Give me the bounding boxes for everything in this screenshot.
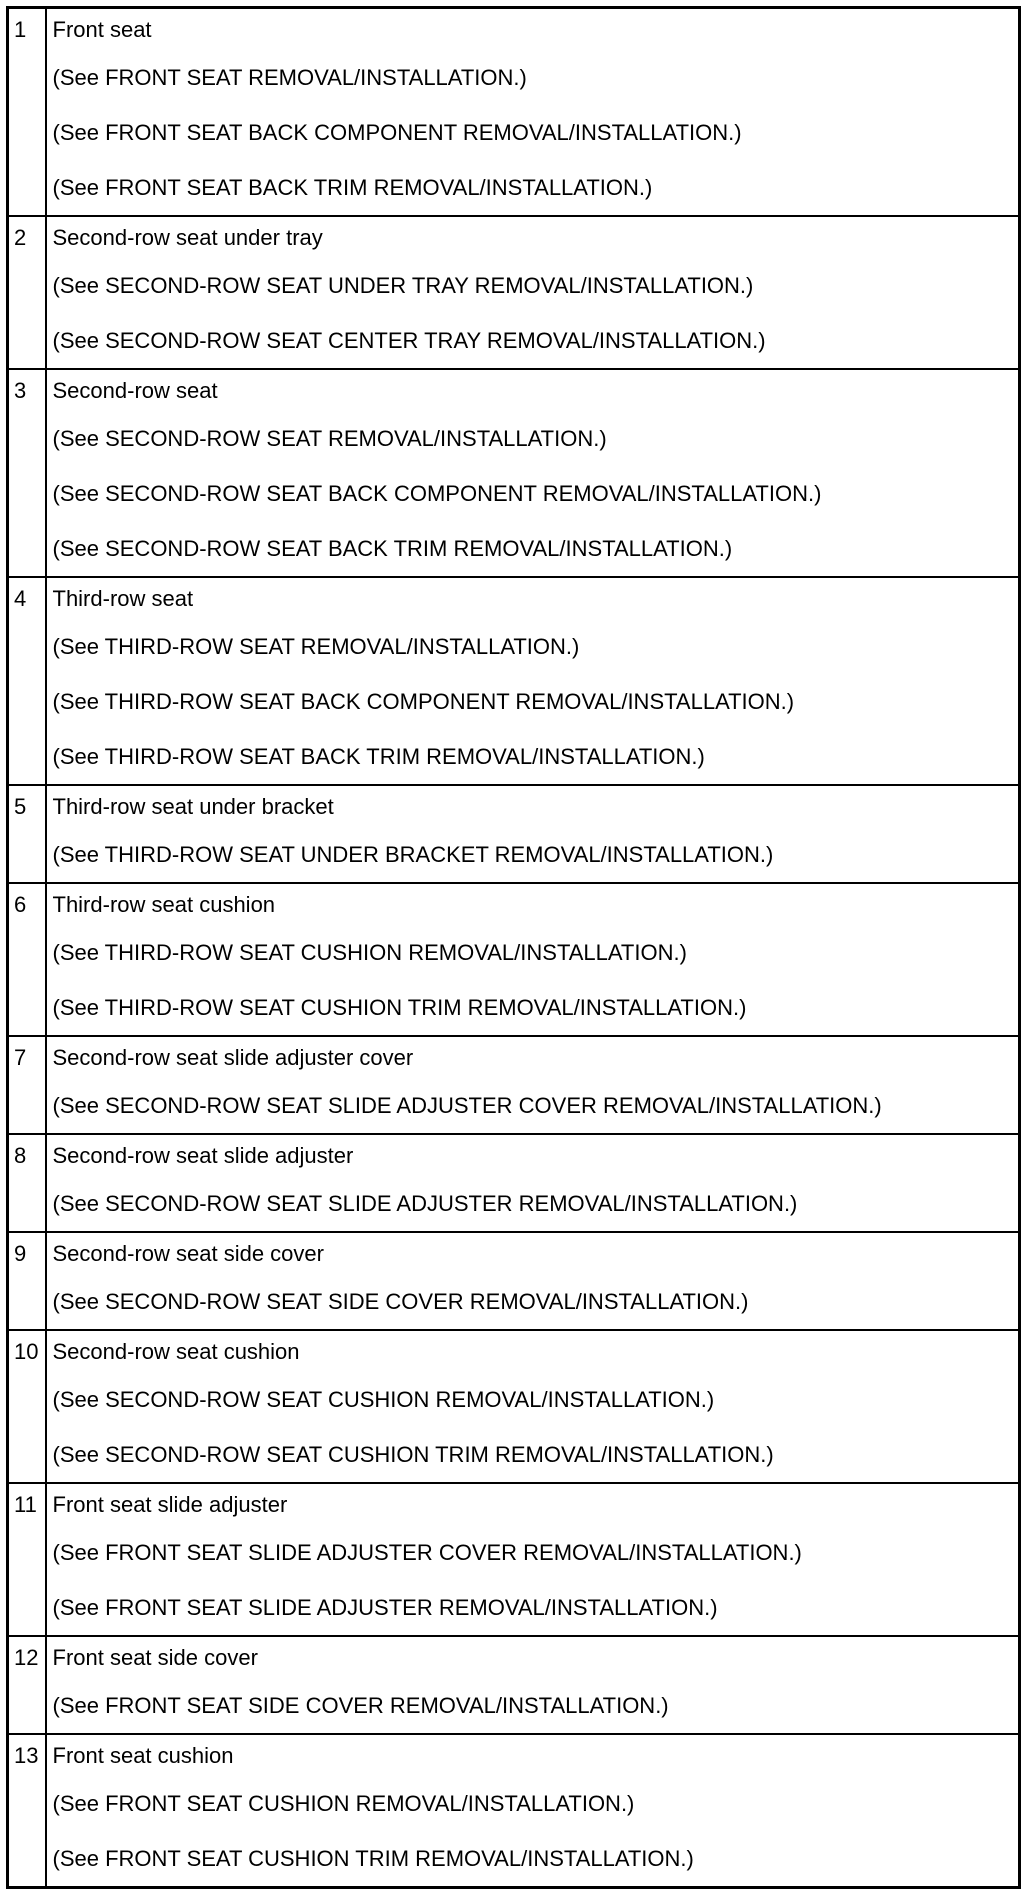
item-number: 12	[8, 1636, 46, 1734]
procedure-reference: (See SECOND-ROW SEAT UNDER TRAY REMOVAL/INSTALLATION.)	[52, 273, 754, 298]
item-description	[46, 577, 1020, 785]
procedure-reference: (See FRONT SEAT CUSHION REMOVAL/INSTALLATION.)	[52, 1791, 635, 1816]
part-name: Third-row seat	[52, 586, 194, 611]
procedure-reference: (See SECOND-ROW SEAT REMOVAL/INSTALLATION.)	[52, 426, 607, 451]
item-description	[46, 369, 1020, 577]
part-name: Second-row seat under tray	[52, 225, 323, 250]
table-row	[8, 216, 1020, 369]
table-row	[8, 785, 1020, 883]
procedure-reference: (See SECOND-ROW SEAT CUSHION TRIM REMOVAL/INSTALLATION.)	[52, 1442, 774, 1467]
part-name: Front seat slide adjuster	[52, 1492, 288, 1517]
procedure-reference: (See THIRD-ROW SEAT CUSHION REMOVAL/INSTALLATION.)	[52, 940, 687, 965]
part-name: Front seat	[52, 17, 152, 42]
procedure-reference: (See SECOND-ROW SEAT BACK TRIM REMOVAL/INSTALLATION.)	[52, 536, 733, 561]
procedure-reference: (See SECOND-ROW SEAT SIDE COVER REMOVAL/INSTALLATION.)	[52, 1289, 749, 1314]
procedure-reference: (See FRONT SEAT SLIDE ADJUSTER REMOVAL/INSTALLATION.)	[52, 1595, 718, 1620]
parts-table-body	[8, 8, 1020, 1888]
item-description	[46, 1636, 1020, 1734]
procedure-reference: (See SECOND-ROW SEAT BACK COMPONENT REMOVAL/INSTALLATION.)	[52, 481, 822, 506]
procedure-reference: (See FRONT SEAT REMOVAL/INSTALLATION.)	[52, 65, 527, 90]
item-number: 11	[8, 1483, 46, 1636]
item-number: 6	[8, 883, 46, 1036]
table-row	[8, 1036, 1020, 1134]
part-name: Third-row seat cushion	[52, 892, 276, 917]
item-number: 4	[8, 577, 46, 785]
table-row	[8, 1134, 1020, 1232]
parts-reference-table	[6, 6, 1021, 1889]
part-name: Third-row seat under bracket	[52, 794, 334, 819]
table-row	[8, 8, 1020, 217]
procedure-reference: (See SECOND-ROW SEAT SLIDE ADJUSTER REMOVAL/INSTALLATION.)	[52, 1191, 798, 1216]
item-description	[46, 8, 1020, 217]
item-number: 7	[8, 1036, 46, 1134]
item-description	[46, 1036, 1020, 1134]
item-description	[46, 785, 1020, 883]
procedure-reference: (See SECOND-ROW SEAT CUSHION REMOVAL/INSTALLATION.)	[52, 1387, 715, 1412]
part-name: Second-row seat	[52, 378, 218, 403]
item-description	[46, 1483, 1020, 1636]
item-number: 13	[8, 1734, 46, 1888]
item-number: 10	[8, 1330, 46, 1483]
item-number: 3	[8, 369, 46, 577]
table-row	[8, 1734, 1020, 1888]
item-number: 8	[8, 1134, 46, 1232]
procedure-reference: (See THIRD-ROW SEAT CUSHION TRIM REMOVAL/INSTALLATION.)	[52, 995, 747, 1020]
item-number: 9	[8, 1232, 46, 1330]
item-description	[46, 1734, 1020, 1888]
part-name: Front seat side cover	[52, 1645, 258, 1670]
procedure-reference: (See THIRD-ROW SEAT REMOVAL/INSTALLATION.)	[52, 634, 580, 659]
table-row	[8, 369, 1020, 577]
item-description	[46, 1134, 1020, 1232]
procedure-reference: (See THIRD-ROW SEAT UNDER BRACKET REMOVAL/INSTALLATION.)	[52, 842, 774, 867]
part-name: Second-row seat slide adjuster	[52, 1143, 354, 1168]
table-row	[8, 1330, 1020, 1483]
procedure-reference: (See THIRD-ROW SEAT BACK TRIM REMOVAL/INSTALLATION.)	[52, 744, 705, 769]
procedure-reference: (See SECOND-ROW SEAT SLIDE ADJUSTER COVER REMOVAL/INSTALLATION.)	[52, 1093, 882, 1118]
procedure-reference: (See FRONT SEAT SLIDE ADJUSTER COVER REMOVAL/INSTALLATION.)	[52, 1540, 802, 1565]
item-description	[46, 1330, 1020, 1483]
table-row	[8, 577, 1020, 785]
item-description	[46, 216, 1020, 369]
procedure-reference: (See FRONT SEAT BACK COMPONENT REMOVAL/INSTALLATION.)	[52, 120, 742, 145]
procedure-reference: (See FRONT SEAT CUSHION TRIM REMOVAL/INSTALLATION.)	[52, 1846, 694, 1871]
item-description	[46, 1232, 1020, 1330]
part-name: Second-row seat slide adjuster cover	[52, 1045, 414, 1070]
part-name: Front seat cushion	[52, 1743, 234, 1768]
item-description	[46, 883, 1020, 1036]
item-number: 1	[8, 8, 46, 217]
part-name: Second-row seat side cover	[52, 1241, 324, 1266]
table-row	[8, 883, 1020, 1036]
table-row	[8, 1483, 1020, 1636]
item-number: 5	[8, 785, 46, 883]
procedure-reference: (See FRONT SEAT BACK TRIM REMOVAL/INSTALLATION.)	[52, 175, 653, 200]
item-number: 2	[8, 216, 46, 369]
procedure-reference: (See THIRD-ROW SEAT BACK COMPONENT REMOVAL/INSTALLATION.)	[52, 689, 795, 714]
table-row	[8, 1636, 1020, 1734]
part-name: Second-row seat cushion	[52, 1339, 300, 1364]
procedure-reference: (See FRONT SEAT SIDE COVER REMOVAL/INSTALLATION.)	[52, 1693, 669, 1718]
procedure-reference: (See SECOND-ROW SEAT CENTER TRAY REMOVAL/INSTALLATION.)	[52, 328, 766, 353]
table-row	[8, 1232, 1020, 1330]
